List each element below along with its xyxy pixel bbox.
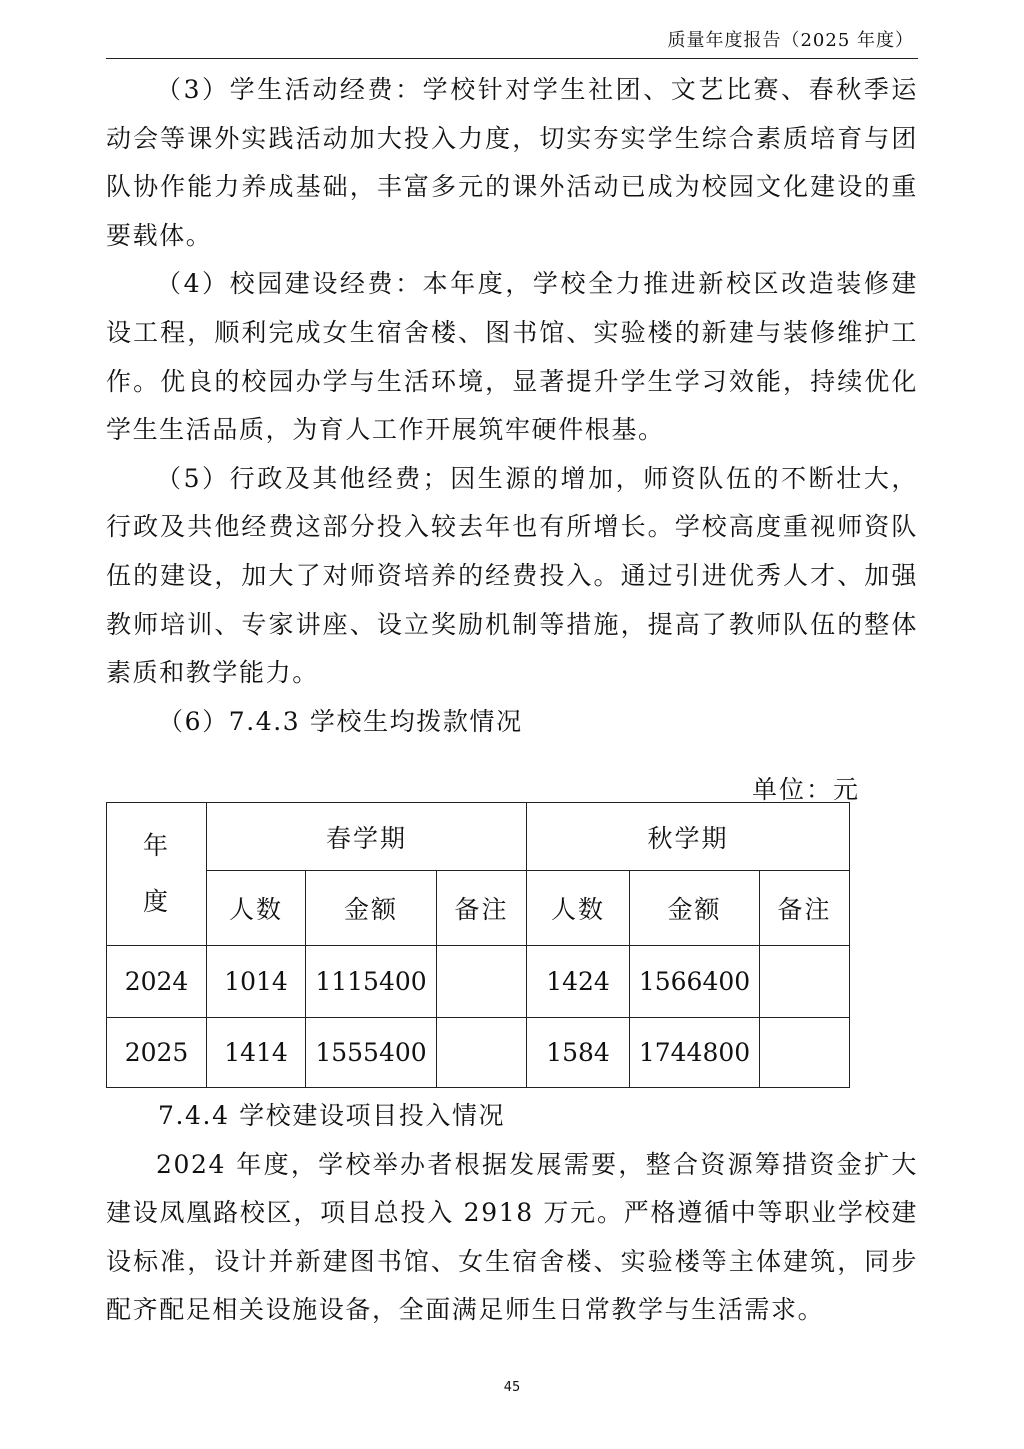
cell-year: 2024 [107, 946, 207, 1018]
table-subheader-spring-count: 人数 [207, 871, 306, 946]
table-row [107, 946, 850, 1018]
paragraph-student-activity-funds: （3）学生活动经费：学校针对学生社团、文艺比赛、春秋季运动会等课外实践活动加大投入力度，切实夯实学生综合素质培育与团队协作能力养成基础，丰富多元的课外活动已成为校园文化建设的重要载体。 [106, 75, 918, 250]
cell-spring-count: 1014 [207, 946, 306, 1018]
cell-spring-note [437, 1018, 527, 1088]
cell-spring-amount: 1555400 [306, 1018, 437, 1088]
table-subheader-autumn-amount: 金额 [630, 871, 760, 946]
table-subheader-autumn-note: 备注 [760, 871, 850, 946]
cell-spring-amount: 1115400 [306, 946, 437, 1018]
table-unit-label: 单位：元 [752, 775, 861, 804]
cell-autumn-count: 1584 [527, 1018, 630, 1088]
cell-spring-count: 1414 [207, 1018, 306, 1088]
cell-year: 2025 [107, 1018, 207, 1088]
body-text-block [106, 66, 918, 746]
paragraph-construction-investment: 2024 年度，学校举办者根据发展需要，整合资源筹措资金扩大建设凤凰路校区，项目总投入 2918 万元。严格遵循中等职业学校建设标准，设计并新建图书馆、女生宿舍楼、实验楼等主体建筑，同步配齐配足相关设施设备，全面满足师生日常教学与生活需求。 [106, 1149, 918, 1325]
table-header-autumn: 秋学期 [527, 803, 850, 871]
cell-autumn-amount: 1566400 [630, 946, 760, 1018]
construction-section [106, 1092, 918, 1335]
table-subheader-spring-amount: 金额 [306, 871, 437, 946]
section-heading-per-student-funding: （6）7.4.3 学校生均拨款情况 [158, 706, 523, 736]
report-header-title: 质量年度报告（2025 年度） [667, 30, 914, 51]
page-number: 45 [503, 1380, 521, 1395]
cell-autumn-note [760, 946, 850, 1018]
header-divider [106, 58, 918, 59]
cell-autumn-count: 1424 [527, 946, 630, 1018]
cell-autumn-note [760, 1018, 850, 1088]
paragraph-administrative-funds: （5）行政及其他经费；因生源的增加，师资队伍的不断壮大，行政及共他经费这部分投入较去年也有所增长。学校高度重视师资队伍的建设，加大了对师资培养的经费投入。通过引进优秀人才、加强教师培训、专家讲座、设立奖励机制等措施，提高了教师队伍的整体素质和教学能力。 [106, 463, 918, 688]
cell-autumn-amount: 1744800 [630, 1018, 760, 1088]
table-header-spring: 春学期 [207, 803, 527, 871]
per-student-funding-table [106, 802, 850, 1088]
paragraph-campus-construction-funds: （4）校园建设经费：本年度，学校全力推进新校区改造装修建设工程，顺利完成女生宿舍楼、图书馆、实验楼的新建与装修维护工作。优良的校园办学与生活环境，显著提升学生学习效能，持续优化学生生活品质，为育人工作开展筑牢硬件根基。 [106, 269, 918, 445]
table-header-year: 年度 [107, 803, 207, 946]
table-subheader-spring-note: 备注 [437, 871, 527, 946]
section-heading-construction-investment: 7.4.4 学校建设项目投入情况 [158, 1101, 506, 1130]
table-subheader-autumn-count: 人数 [527, 871, 630, 946]
table-row [107, 1018, 850, 1088]
cell-spring-note [437, 946, 527, 1018]
